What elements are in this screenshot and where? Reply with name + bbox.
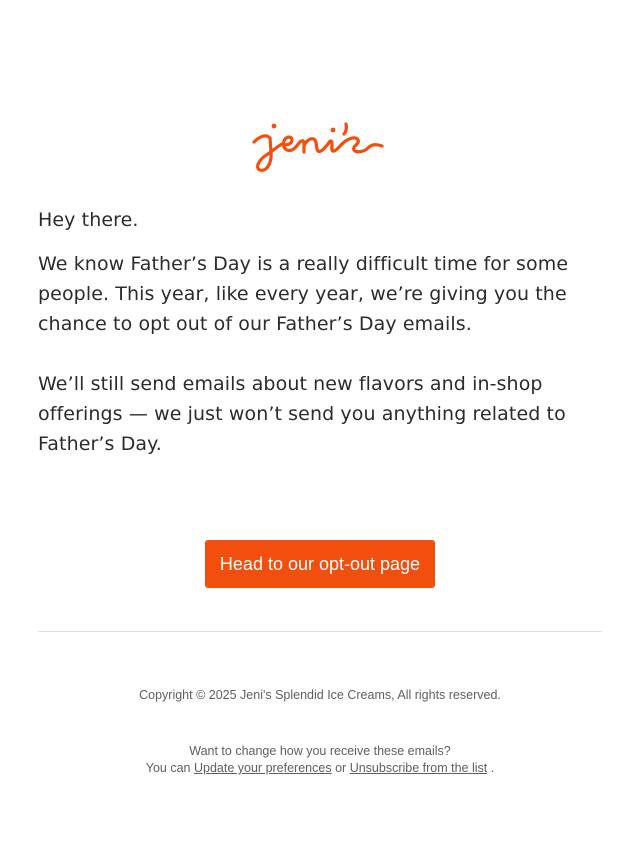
cta-container (0, 540, 640, 588)
prefs-links-line (0, 760, 640, 777)
jenis-logo-icon (250, 116, 390, 176)
still-send-paragraph: We’ll still send emails about new flavors and in-shop offerings — we just won’t send you anything related to Father’s Day. (38, 373, 566, 455)
copyright-text: Copyright © 2025 Jeni's Splendid Ice Creams, All rights reserved. (139, 688, 501, 702)
opt-out-button[interactable]: Head to our opt-out page (205, 540, 435, 588)
brand-logo (0, 116, 640, 176)
update-preferences-link[interactable]: Update your preferences (194, 761, 332, 775)
prefs-prefix-text: You can (145, 761, 191, 775)
unsubscribe-link[interactable]: Unsubscribe from the list (349, 761, 488, 775)
greeting-text: Hey there. (38, 209, 139, 231)
footer-divider (38, 631, 602, 632)
suffix-text: . (490, 761, 495, 775)
or-text: or (335, 761, 347, 775)
opt-out-paragraph: We know Father’s Day is a really difficult time for some people. This year, like every year, we’re giving you the chance to opt out of our Father’s Day emails. (38, 253, 569, 335)
prefs-question-text: Want to change how you receive these emails? (189, 744, 451, 758)
email-body (38, 204, 602, 459)
